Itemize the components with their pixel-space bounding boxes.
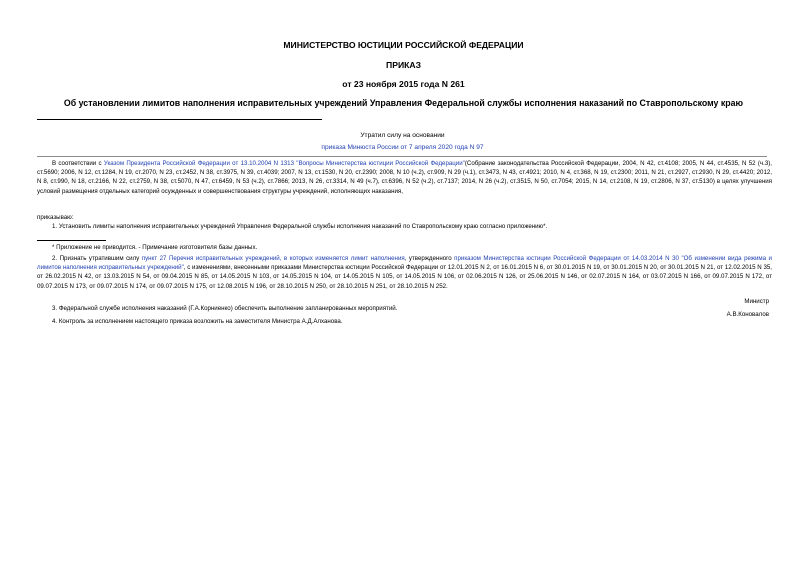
status-divider: [37, 156, 767, 157]
item-3: 3. Федеральной службе исполнения наказаний (Г.А.Корниенко) обеспечить выполнение запланированных мероприятий.: [52, 305, 398, 312]
signature-name: А.В.Коновалов: [726, 311, 769, 318]
document-date-number: от 23 ноября 2015 года N 261: [342, 79, 465, 89]
document-type: ПРИКАЗ: [386, 60, 421, 70]
item-2-link-paragraph[interactable]: пункт 27 Перечня исправительных учреждений, в которых изменяется лимит наполнения: [141, 255, 405, 262]
item-2-end: , с изменениями, внесенными приказами Министерства юстиции Российской Федерации от 12.01.2015 N 2, от 16.01.2015 N 6, от 30.01.2015 N 19, от 30.01.2015 N 20, от 30.01.2015 N 21, от 12.02.2015 N 35, от 26.02.2015 N 42, от 13.03.2015 N 54, от 09.04.2015 N 85, от 14.05.2015 N 103, от 14.05.2015 N 104, от 14.05.2015 N 105, от 14.05.2015 N 106, от 02.06.2015 N 126, от 25.06.2015 N 146, от 02.07.2015 N 164, от 03.07.2015 N 166, от 09.07.2015 N 172, от 09.07.2015 N 173, от 09.07.2015 N 174, от 09.07.2015 N 175, от 12.08.2015 N 196, от 28.10.2015 N 250, от 28.10.2015 N 251, от 28.10.2015 N 252.: [37, 264, 772, 290]
lost-force-basis-link[interactable]: приказа Минюста России от 7 апреля 2020 года N 97: [321, 144, 484, 151]
item-2-link-order[interactable]: приказом Министерства юстиции Российской Федерации от 14.03.2014 N 30 "Об изменении вида режима и лимитов наполнения исправительных учреждений": [37, 255, 772, 272]
order-word: приказываю:: [37, 214, 74, 221]
item-1: 1. Установить лимиты наполнения исправительных учреждений Управления Федеральной службы исполнения наказаний по Ставропольскому краю согласно приложению*.: [52, 223, 548, 230]
document-title: Об установлении лимитов наполнения исправительных учреждений Управления Федеральной службы исполнения наказаний по Ставропольскому краю: [63, 98, 744, 108]
decree-link[interactable]: Указом Президента Российской Федерации от 13.10.2004 N 1313 "Вопросы Министерства юстиции Российской Федерации": [103, 160, 465, 167]
preamble-intro: В соответствии с: [52, 160, 104, 167]
signature-position: Министр: [744, 298, 769, 305]
preamble-rest: (Собрание законодательства Российской Федерации, 2004, N 42, ст.4108; 2005, N 44, ст.4535, N 52 (ч.3), ст.5690; 2006, N 12, ст.1284, N 19, ст.2070, N 23, ст.2452, N 38, ст.3975, N 39, ст.4039; 2007, N 13, ст.1530, N 20, ст.2390; 2008, N 10 (ч.2), ст.909, N 29 (ч.1), ст.3473, N 43, ст.4921; 2010, N 4, ст.368, N 19, ст.2300; 2011, N 21, ст.2927, ст.2930, N 29, ст.4420; 2012, N 8, ст.990, N 18, ст.2166, N 22, ст.2759, N 38, ст.5070, N 47, ст.6459, N 53 (ч.2), ст.7866; 2013, N 26, ст.3314, N 49 (ч.7), ст.6396, N 52 (ч.2), ст.7137; 2014, N 26 (ч.2), ст.3515, N 50, ст.7054; 2015, N 14, ст.2108, N 19, ст.2806, N 37, ст.5130) в целях улучшения условий размещения отдельных категорий осужденных и совершенствования структуры учреждений, исполняющих наказания,: [37, 160, 772, 195]
title-divider: [37, 119, 322, 120]
item-2: [37, 254, 772, 291]
item-4: 4. Контроль за исполнением настоящего приказа возложить на заместителя Министра А.Д.Алханова.: [52, 318, 343, 325]
footnote-divider: [37, 240, 106, 241]
item-2-mid: , утвержденного: [404, 255, 455, 262]
ministry-heading: МИНИСТЕРСТВО ЮСТИЦИИ РОССИЙСКОЙ ФЕДЕРАЦИИ: [283, 40, 524, 50]
lost-force-note: Утратил силу на основании: [360, 132, 445, 139]
item-2-start: 2. Признать утратившим силу: [52, 255, 142, 262]
preamble-paragraph: [37, 159, 772, 196]
footnote: * Приложение не приводится. - Примечание изготовителя базы данных.: [52, 244, 258, 251]
